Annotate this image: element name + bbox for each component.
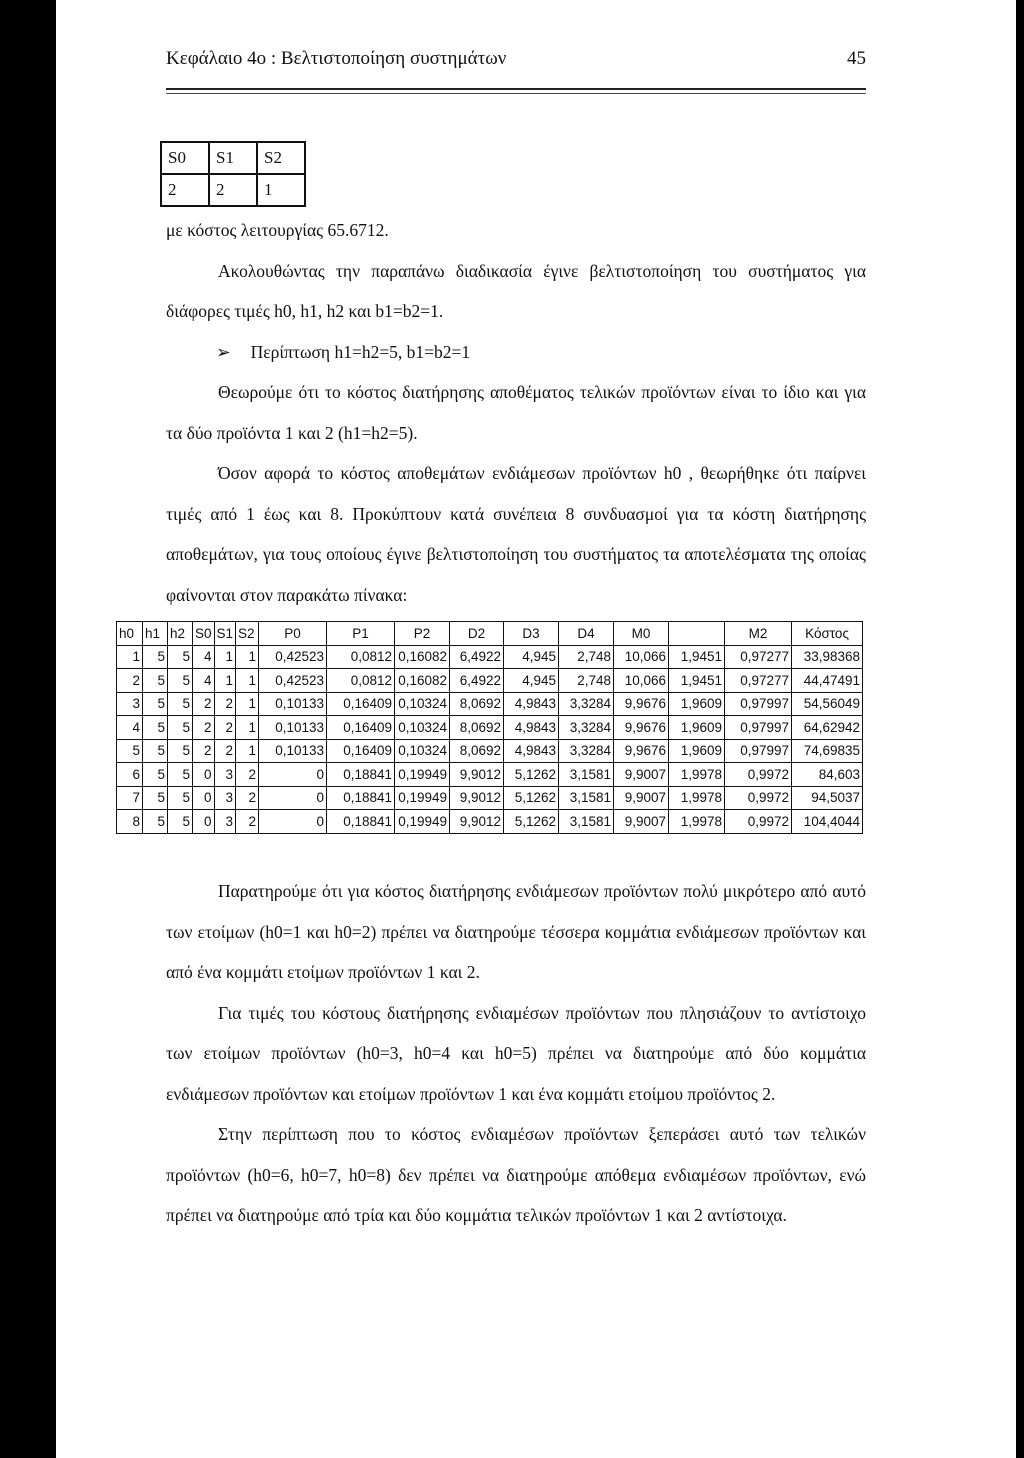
state-table-value: 2 [161, 174, 209, 206]
table-cell: 10,066 [614, 645, 669, 669]
table-cell: 54,56049 [792, 692, 863, 716]
table-cell: 4,945 [504, 645, 559, 669]
table-cell: 0,97277 [725, 669, 792, 693]
table-cell: 1,9609 [669, 739, 725, 763]
table-cell: 2 [214, 716, 236, 740]
state-table-header-row [161, 142, 305, 174]
table-cell: 5 [168, 786, 193, 810]
table-row [117, 645, 863, 669]
table-row [117, 669, 863, 693]
table-cell: 4,9843 [504, 692, 559, 716]
table-cell: 33,98368 [792, 645, 863, 669]
table-cell: 2 [214, 739, 236, 763]
table-cell: 1,9451 [669, 669, 725, 693]
table-cell: 0,19949 [395, 810, 450, 834]
table-cell: 1,9978 [669, 763, 725, 787]
state-table-value: 2 [209, 174, 257, 206]
table-cell: 5 [143, 669, 168, 693]
column-header: P0 [259, 622, 327, 646]
case-bullet [166, 332, 866, 373]
table-cell: 9,9676 [614, 716, 669, 740]
table-cell: 2,748 [559, 669, 614, 693]
table-cell: 9,9676 [614, 739, 669, 763]
table-row [117, 692, 863, 716]
table-cell: 0,9972 [725, 763, 792, 787]
table-cell: 8,0692 [450, 692, 504, 716]
table-cell: 64,62942 [792, 716, 863, 740]
table-cell: 0,10133 [259, 716, 327, 740]
column-header: S1 [214, 622, 236, 646]
table-cell: 0,16082 [395, 645, 450, 669]
table-cell: 5,1262 [504, 763, 559, 787]
column-header: Κόστος [792, 622, 863, 646]
table-cell: 4 [193, 669, 215, 693]
paragraph: Στην περίπτωση που το κόστος ενδιαμέσων προϊόντων ξεπεράσει αυτό των τελικών προϊόντων (h0=6, h0=7, h0=8) δεν πρέπει να διατηρούμε απόθεμα ενδιαμέσων προϊόντων, ενώ πρέπει να διατηρούμε από τρία και δύο κομμάτια τελικών προϊόντων 1 και 2 αντίστοιχα. [166, 1124, 866, 1225]
table-cell: 1,9451 [669, 645, 725, 669]
paragraph: Όσον αφορά το κόστος αποθεμάτων ενδιάμεσων προϊόντων h0 , θεωρήθηκε ότι παίρνει τιμές από 1 έως και 8. Προκύπτουν κατά συνέπεια 8 συνδυασμοί για τα κόστη διατήρησης αποθεμάτων, για τους οποίους έγινε βελτιστοποίηση του συστήματος τα αποτελέσματα της οποίας φαίνονται στον παρακάτω πίνακα: [166, 463, 866, 605]
table-cell: 1 [236, 739, 259, 763]
table-cell: 0,10324 [395, 716, 450, 740]
table-cell: 5 [117, 739, 143, 763]
intro-text [166, 210, 866, 615]
table-cell: 5 [143, 810, 168, 834]
table-cell: 0,10133 [259, 739, 327, 763]
state-table-header: S0 [161, 142, 209, 174]
page-header [166, 48, 866, 70]
results-body [117, 645, 863, 833]
table-cell: 44,47491 [792, 669, 863, 693]
table-cell: 9,9007 [614, 786, 669, 810]
table-row [117, 786, 863, 810]
chapter-title: Κεφάλαιο 4ο : Βελτιστοποίηση συστημάτων [166, 48, 507, 69]
table-cell: 5,1262 [504, 786, 559, 810]
table-cell: 0 [193, 810, 215, 834]
table-cell: 6 [117, 763, 143, 787]
table-cell: 0 [193, 763, 215, 787]
column-header: P2 [395, 622, 450, 646]
table-cell: 104,4044 [792, 810, 863, 834]
table-row [117, 763, 863, 787]
table-cell: 0,10133 [259, 692, 327, 716]
table-cell: 3,1581 [559, 763, 614, 787]
column-header: S0 [193, 622, 215, 646]
table-cell: 3,1581 [559, 810, 614, 834]
column-header: D4 [559, 622, 614, 646]
table-cell: 3,3284 [559, 692, 614, 716]
table-cell: 0,16082 [395, 669, 450, 693]
table-cell: 74,69835 [792, 739, 863, 763]
table-cell: 3 [214, 786, 236, 810]
table-cell: 0,97997 [725, 692, 792, 716]
table-cell: 8,0692 [450, 739, 504, 763]
table-cell: 0,9972 [725, 786, 792, 810]
table-cell: 0,18841 [327, 810, 395, 834]
table-cell: 1 [214, 645, 236, 669]
paragraph: Για τιμές του κόστους διατήρησης ενδιαμέσων προϊόντων που πλησιάζουν το αντίστοιχο των ετοίμων προϊόντων (h0=3, h0=4 και h0=5) πρέπει να διατηρούμε από δύο κομμάτια ενδιάμεσων προϊόντων και ετοίμων προϊόντων 1 και ένα κομμάτι ετοίμου προϊόντος 2. [166, 1002, 866, 1104]
column-header [669, 622, 725, 646]
table-cell: 5 [168, 645, 193, 669]
table-cell: 0 [193, 786, 215, 810]
table-cell: 10,066 [614, 669, 669, 693]
table-cell: 5 [143, 645, 168, 669]
table-cell: 5 [143, 716, 168, 740]
table-cell: 2 [193, 692, 215, 716]
table-cell: 1 [236, 692, 259, 716]
paragraph: Ακολουθώντας την παραπάνω διαδικασία έγινε βελτιστοποίηση του συστήματος για διάφορες τιμές h0, h1, h2 και b1=b2=1. [166, 260, 866, 321]
table-cell: 0,97997 [725, 739, 792, 763]
paragraph: Θεωρούμε ότι το κόστος διατήρησης αποθέματος τελικών προϊόντων είναι το ίδιο και για τα δύο προϊόντα 1 και 2 (h1=h2=5). [166, 382, 866, 443]
arrow-bullet-icon: ➢ [216, 341, 231, 362]
column-header: h2 [168, 622, 193, 646]
table-cell: 7 [117, 786, 143, 810]
table-cell: 2 [117, 669, 143, 693]
table-cell: 1,9978 [669, 786, 725, 810]
table-cell: 4,9843 [504, 739, 559, 763]
table-row [117, 810, 863, 834]
table-cell: 9,9007 [614, 763, 669, 787]
table-cell: 2 [214, 692, 236, 716]
table-cell: 0 [259, 810, 327, 834]
table-cell: 3 [117, 692, 143, 716]
conclusions-text [166, 871, 866, 1236]
column-header: D3 [504, 622, 559, 646]
table-cell: 3 [214, 763, 236, 787]
document-page [56, 0, 1016, 1458]
table-cell: 8,0692 [450, 716, 504, 740]
table-cell: 9,9676 [614, 692, 669, 716]
column-header: h0 [117, 622, 143, 646]
page-number: 45 [847, 48, 866, 69]
table-cell: 3 [214, 810, 236, 834]
table-cell: 1 [117, 645, 143, 669]
table-cell: 0,10324 [395, 739, 450, 763]
table-cell: 2,748 [559, 645, 614, 669]
table-cell: 1,9609 [669, 692, 725, 716]
table-cell: 5 [168, 810, 193, 834]
table-cell: 2 [236, 810, 259, 834]
table-cell: 5 [168, 669, 193, 693]
table-row [117, 716, 863, 740]
table-cell: 0,19949 [395, 763, 450, 787]
table-cell: 4,9843 [504, 716, 559, 740]
table-cell: 5 [143, 786, 168, 810]
table-cell: 1 [214, 669, 236, 693]
table-cell: 0,16409 [327, 692, 395, 716]
table-cell: 0,18841 [327, 786, 395, 810]
table-cell: 0,97277 [725, 645, 792, 669]
table-cell: 5 [168, 716, 193, 740]
state-table-header: S1 [209, 142, 257, 174]
column-header: M0 [614, 622, 669, 646]
table-cell: 0 [259, 763, 327, 787]
table-cell: 1 [236, 669, 259, 693]
table-cell: 0,9972 [725, 810, 792, 834]
state-table [160, 141, 306, 207]
table-cell: 1,9978 [669, 810, 725, 834]
table-cell: 1,9609 [669, 716, 725, 740]
table-cell: 0,0812 [327, 669, 395, 693]
table-cell: 4 [193, 645, 215, 669]
table-cell: 0,16409 [327, 716, 395, 740]
state-table-value: 1 [257, 174, 305, 206]
table-cell: 0 [259, 786, 327, 810]
table-cell: 2 [236, 786, 259, 810]
table-cell: 5 [143, 763, 168, 787]
table-cell: 5 [168, 739, 193, 763]
state-table-header: S2 [257, 142, 305, 174]
column-header: M2 [725, 622, 792, 646]
table-cell: 94,5037 [792, 786, 863, 810]
table-cell: 6,4922 [450, 645, 504, 669]
table-cell: 2 [193, 739, 215, 763]
column-header: D2 [450, 622, 504, 646]
table-cell: 5 [143, 692, 168, 716]
table-cell: 0,10324 [395, 692, 450, 716]
table-cell: 2 [236, 763, 259, 787]
table-cell: 6,4922 [450, 669, 504, 693]
table-cell: 5 [143, 739, 168, 763]
table-cell: 3,1581 [559, 786, 614, 810]
table-cell: 0,0812 [327, 645, 395, 669]
table-cell: 84,603 [792, 763, 863, 787]
table-cell: 9,9012 [450, 786, 504, 810]
state-table-value-row [161, 174, 305, 206]
column-header: h1 [143, 622, 168, 646]
table-cell: 4 [117, 716, 143, 740]
table-cell: 2 [193, 716, 215, 740]
table-cell: 9,9012 [450, 810, 504, 834]
column-header: S2 [236, 622, 259, 646]
header-rule [166, 88, 866, 90]
table-cell: 0,42523 [259, 669, 327, 693]
table-cell: 5 [168, 692, 193, 716]
results-table [116, 621, 863, 834]
table-cell: 1 [236, 716, 259, 740]
table-cell: 3,3284 [559, 739, 614, 763]
table-cell: 8 [117, 810, 143, 834]
table-cell: 0,42523 [259, 645, 327, 669]
paragraph: Παρατηρούμε ότι για κόστος διατήρησης ενδιάμεσων προϊόντων πολύ μικρότερο από αυτό των ετοίμων (h0=1 και h0=2) πρέπει να διατηρούμε τέσσερα κομμάτια ενδιάμεσων προϊόντων και από ένα κομμάτι ετοίμων προϊόντων 1 και 2. [166, 881, 866, 982]
table-cell: 0,19949 [395, 786, 450, 810]
table-cell: 1 [236, 645, 259, 669]
table-cell: 5 [168, 763, 193, 787]
table-cell: 9,9007 [614, 810, 669, 834]
column-header: P1 [327, 622, 395, 646]
cost-line: με κόστος λειτουργίας 65.6712. [166, 220, 389, 240]
table-cell: 0,97997 [725, 716, 792, 740]
header-rule-thin [166, 93, 866, 94]
case-title: Περίπτωση h1=h2=5, b1=b2=1 [250, 341, 471, 362]
table-cell: 5,1262 [504, 810, 559, 834]
table-cell: 0,18841 [327, 763, 395, 787]
table-cell: 4,945 [504, 669, 559, 693]
table-row [117, 739, 863, 763]
table-cell: 9,9012 [450, 763, 504, 787]
table-cell: 0,16409 [327, 739, 395, 763]
table-cell: 3,3284 [559, 716, 614, 740]
results-header-row [117, 622, 863, 646]
